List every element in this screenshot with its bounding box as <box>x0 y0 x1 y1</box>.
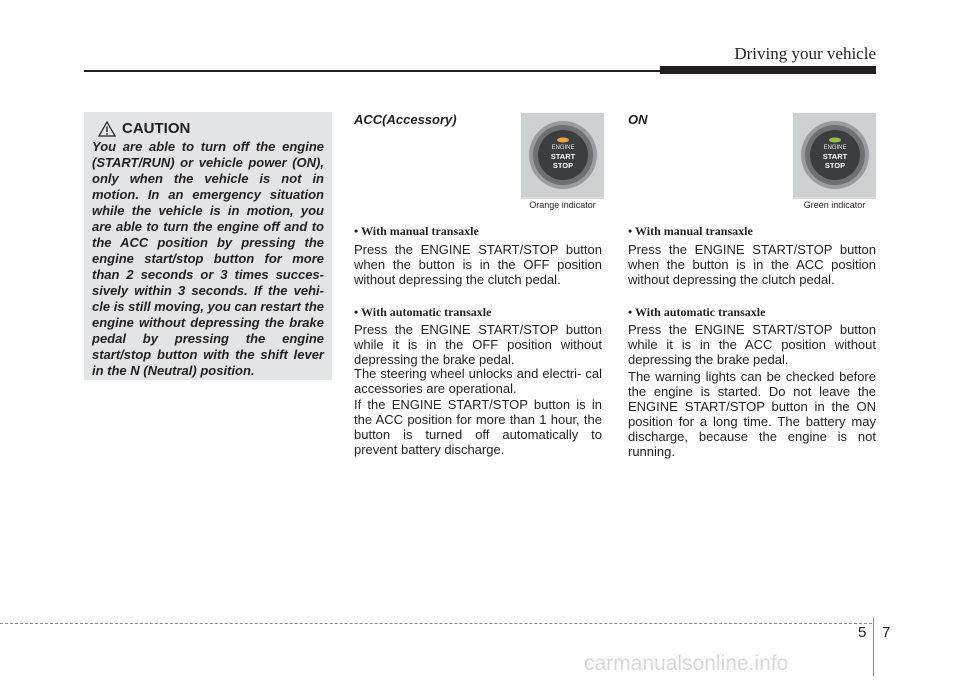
acc-photo-caption: Orange indicator <box>521 199 604 211</box>
acc-title: ACC(Accessory) <box>354 112 457 127</box>
engine-button-orange-icon <box>521 113 604 197</box>
on-manual-text: Press the ENGINE START/STOP button when the button is in the ACC position without depressing the clutch pedal. <box>628 242 876 287</box>
header-rule-accent <box>660 66 876 74</box>
caution-box <box>84 112 332 380</box>
footer-divider <box>873 618 874 676</box>
on-auto-text: Press the ENGINE START/STOP button while it is in the ACC position without depressing the brake pedal. <box>628 322 876 367</box>
button-label-line-2: START <box>822 152 848 161</box>
button-label-line-2: START <box>550 152 576 161</box>
on-photo-caption: Green indicator <box>793 199 876 211</box>
button-label-line-3: STOP <box>824 161 846 170</box>
acc-button-photo <box>521 113 604 211</box>
caution-title: CAUTION <box>122 120 191 137</box>
engine-button-green-icon <box>793 113 876 197</box>
acc-note-2: If the ENGINE START/STOP button is in the ACC position for more than 1 hour, the button is turned off automatically to prevent battery discharge. <box>354 397 602 457</box>
acc-auto-text: Press the ENGINE START/STOP button while it is in the OFF position without depressing the brake pedal. <box>354 322 602 367</box>
acc-auto-heading: • With automatic transaxle <box>354 305 492 319</box>
warning-icon <box>98 121 116 137</box>
on-note: The warning lights can be checked before the engine is started. Do not leave the ENGINE START/STOP button in the ON position for a long time. The battery may discharge, because the engine is not running. <box>628 369 876 459</box>
chapter-number: 5 <box>858 624 867 641</box>
header-rule <box>84 70 664 72</box>
on-button-photo <box>793 113 876 211</box>
button-label-line-1: ENGINE <box>823 145 847 151</box>
on-manual-heading: • With manual transaxle <box>628 224 753 238</box>
acc-manual-text: Press the ENGINE START/STOP button when the button is in the OFF position without depressing the clutch pedal. <box>354 242 602 287</box>
footer-rule <box>0 623 872 624</box>
on-auto-heading: • With automatic transaxle <box>628 305 766 319</box>
button-label-line-3: STOP <box>552 161 574 170</box>
header-title: Driving your vehicle <box>734 44 876 63</box>
acc-manual-heading: • With manual transaxle <box>354 224 479 238</box>
acc-note-1: The steering wheel unlocks and electri- cal accessories are operational. <box>354 366 602 396</box>
page-number: 7 <box>882 624 891 641</box>
caution-header <box>98 120 324 137</box>
caution-text: You are able to turn off the engine (START/RUN) or vehicle power (ON), only when the vehicle is not in motion. In an emergency situation while the vehicle is in motion, you are able to turn the engine off and to the ACC position by pressing the engine start/stop button for more than 2 seconds or 3 times succes- sively within 3 seconds. If the vehi- cle is still moving, you can restart the engine without depressing the brake pedal by pressing the engine start/stop button with the shift lever in the N (Neutral) position. <box>92 139 324 378</box>
on-title: ON <box>628 112 648 127</box>
button-label-line-1: ENGINE <box>551 145 575 151</box>
watermark: carmanualsonline.info <box>584 652 789 675</box>
